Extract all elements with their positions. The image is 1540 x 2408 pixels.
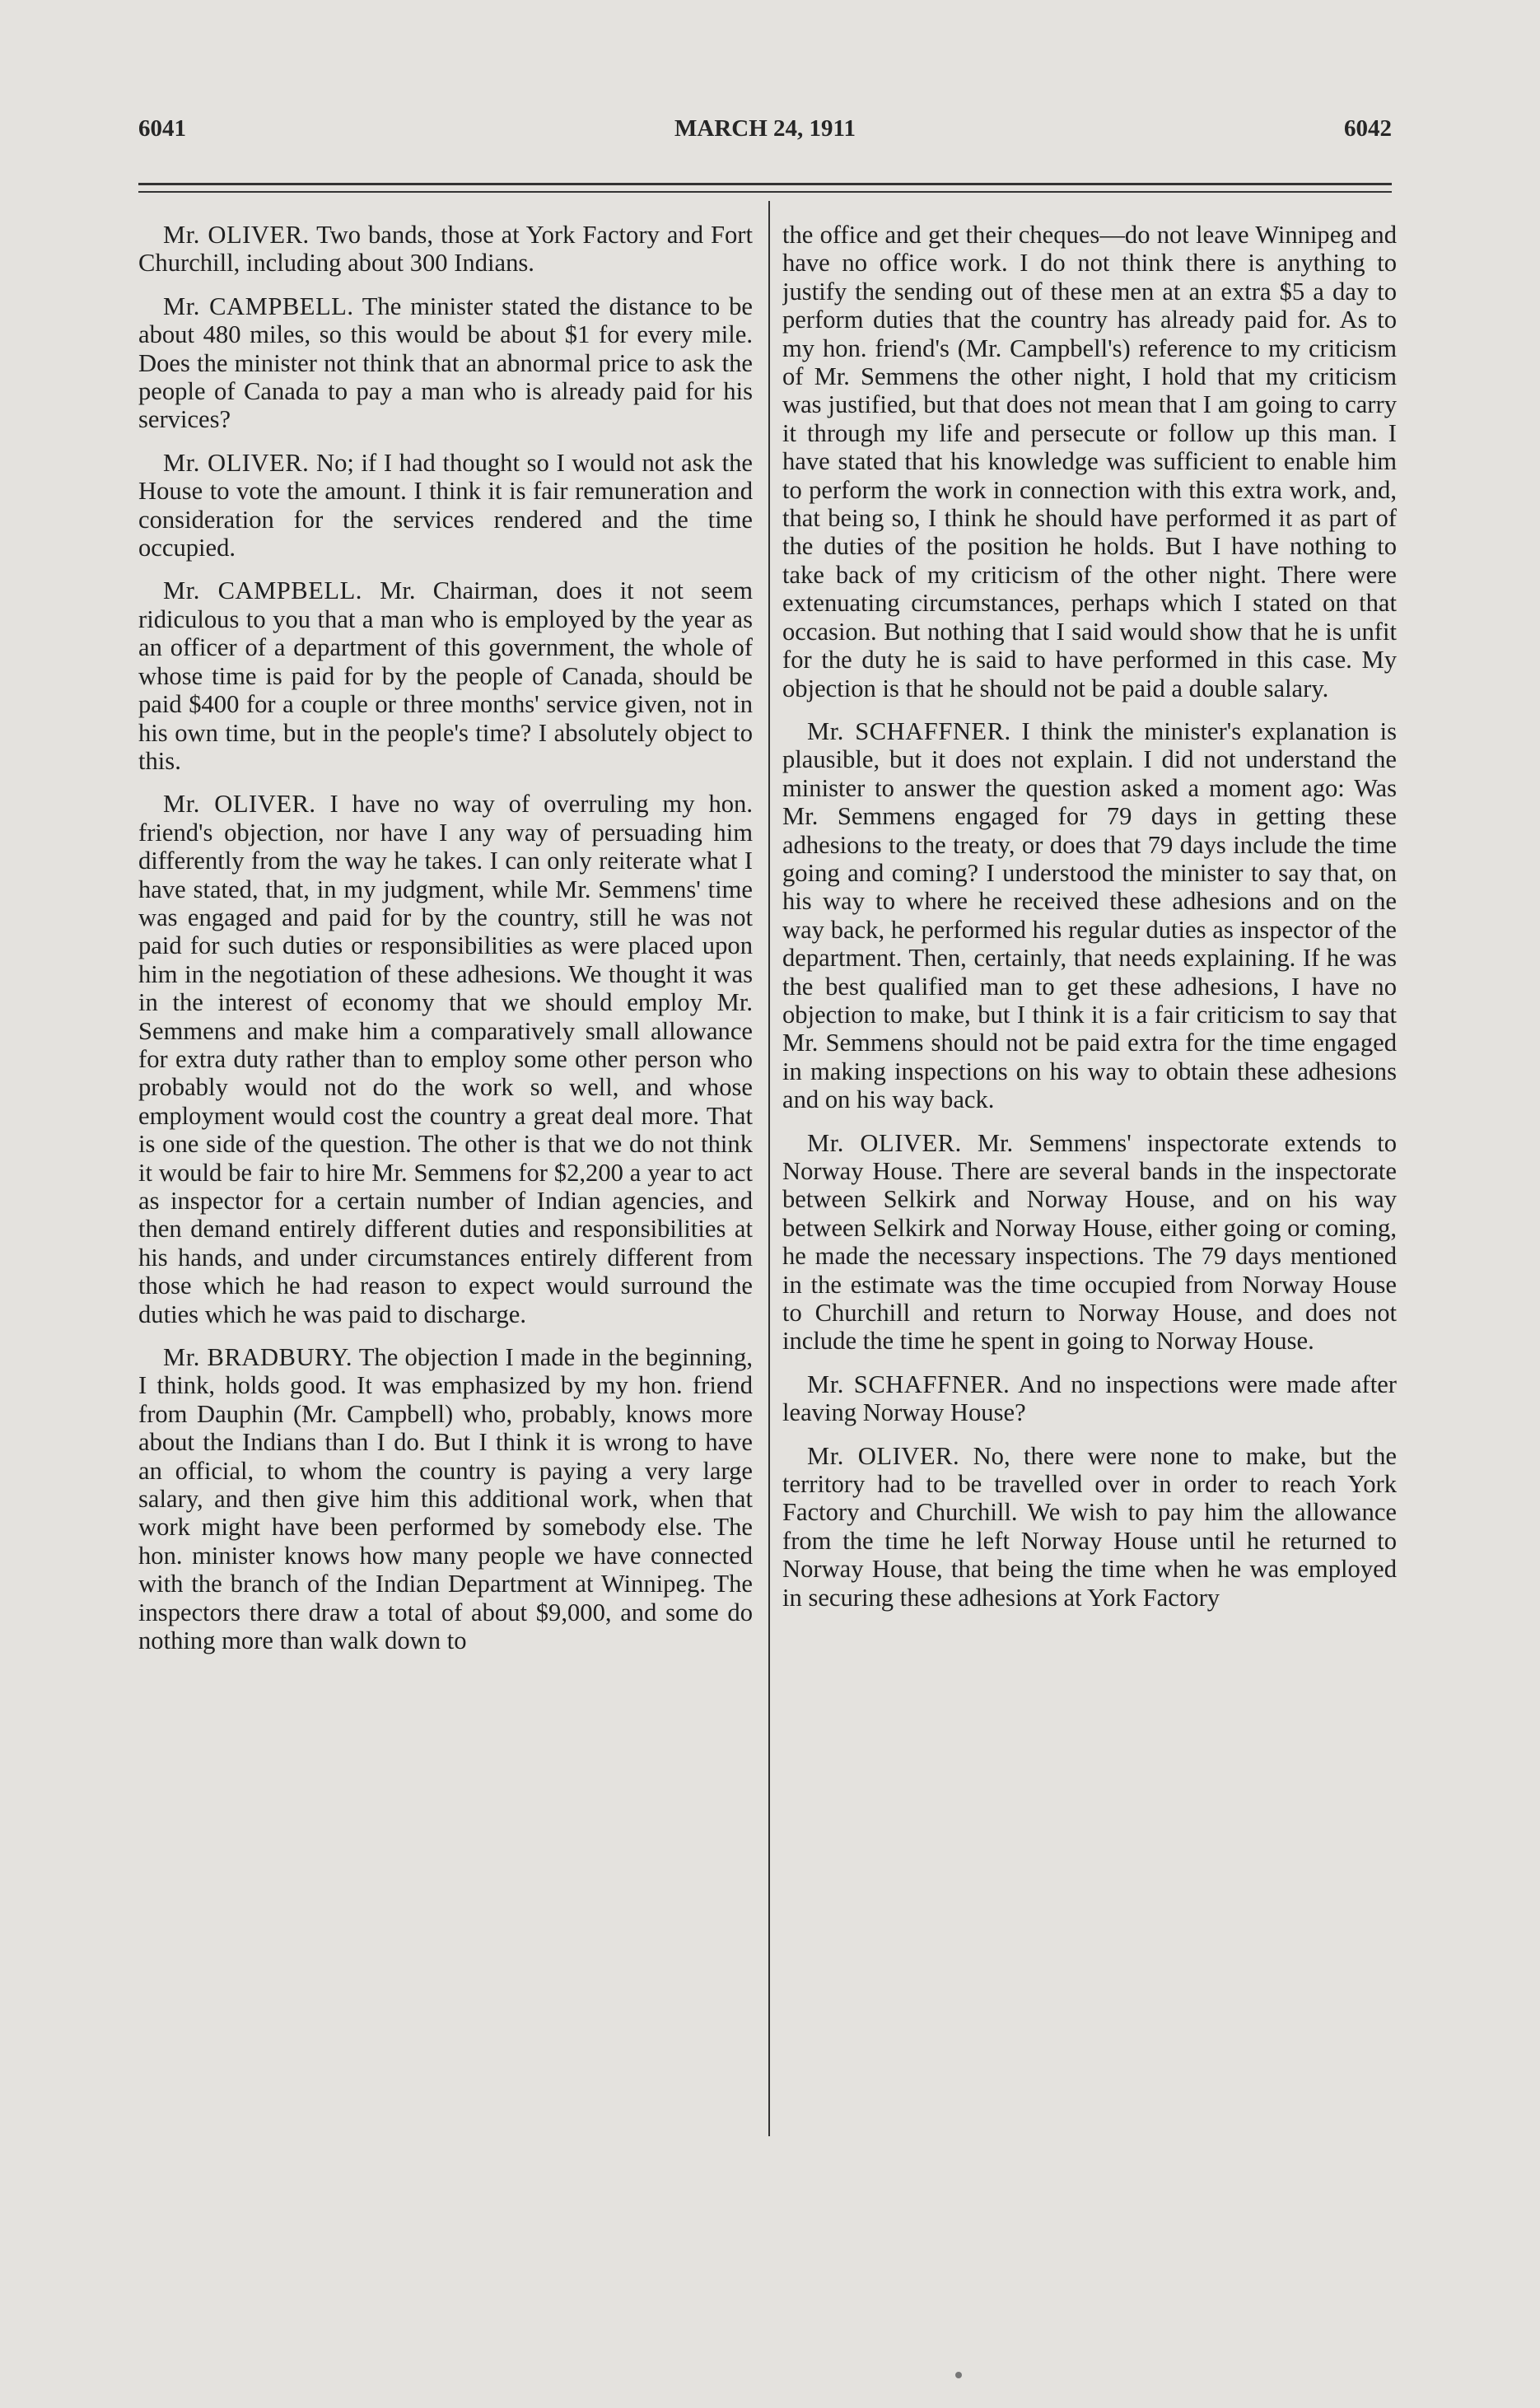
speech-text: Mr. Semmens' inspectorate extends to Norway House. There are several bands in the inspectorate between Selkirk and Norway House, and on his way between Selkirk and Norway House, either going or coming, he made the necessary inspections. The 79 days mentioned in the estimate was the time occupied from Norway House to Churchill and return to Norway House, and does not include the time he spent in going to Norway House. — [782, 1128, 1397, 1356]
page-date: MARCH 24, 1911 — [674, 115, 856, 142]
speech-text: No; if I had thought so I would not ask the House to vote the amount. I think it is fair remuneration and consideration for the services rendered and the time occupied. — [138, 448, 753, 562]
page-number-right: 6042 — [1344, 115, 1392, 142]
speaker-name: Mr. SCHAFFNER. — [807, 716, 1011, 745]
speech-text: I think the minister's explanation is plausible, but it does not explain. I did not understand the minister to answer the question asked a moment ago: Was Mr. Semmens engaged for 79 days in getting these adhesions to the treaty, or does that 79 days include the time going and coming? I understood the minister to say that, on his way to where he received these adhesions and on the way back, he performed his regular duties as inspector of the department. Then, certainly, that needs explaining. If he was the best qualified man to get these adhesions, I have no objection to make, but I think it is a fair criticism to say that Mr. Semmens should not be paid extra for the time engaged in making inspections on his way to obtain these adhesions and on his way back. — [782, 716, 1397, 1114]
speaker-name: Mr. OLIVER. — [163, 448, 310, 477]
speech-paragraph — [782, 1370, 1397, 1427]
speech-text: No, there were none to make, but the territory had to be travelled over in order to reach York Factory and Churchill. We wish to pay him the allowance from the time he left Norway House until he returned to Norway House, that being the time when he was employed in securing these adhesions at York Factory — [782, 1441, 1397, 1612]
speech-paragraph — [138, 1343, 753, 1654]
speech-text: I have no way of overruling my hon. friend's objection, nor have I any way of persuading him differently from the way he takes. I can only reiterate what I have stated, that, in my judgment, while Mr. Semmens' time was engaged and paid for by the country, still he was not paid for such duties or responsibilities as were placed upon him in the negotiation of these adhesions. We thought it was in the interest of economy that we should employ Mr. Semmens and make him a comparatively small allowance for extra duty rather than to employ some other person who probably would not do the work so well, and whose employment would cost the country a great deal more. That is one side of the question. The other is that we do not think it would be fair to hire Mr. Semmens for $2,200 a year to act as inspector for a certain number of Indian agencies, and then demand entirely different duties and responsibilities at his hands, and under circumstances entirely different from those which he had reason to expect would surround the duties which he was paid to discharge. — [138, 790, 753, 1328]
speech-paragraph — [782, 1442, 1397, 1612]
ink-speck — [955, 2372, 962, 2378]
speaker-name: Mr. SCHAFFNER. — [807, 1370, 1010, 1398]
left-column — [138, 221, 753, 2140]
speech-text: And no inspections were made after leaving Norway House? — [782, 1370, 1397, 1427]
speech-paragraph — [782, 1129, 1397, 1356]
right-column — [782, 221, 1397, 2140]
speaker-name: Mr. BRADBURY. — [163, 1343, 353, 1372]
speech-paragraph — [138, 221, 753, 278]
column-divider — [768, 201, 770, 2136]
speaker-name: Mr. OLIVER. — [163, 790, 316, 819]
speech-paragraph — [138, 449, 753, 562]
speech-text: The minister stated the distance to be about 480 miles, so this would be about $1 for every mile. Does the minister not think that an abnormal price to ask the people of Canada to pay a man who is already paid for his services? — [138, 292, 753, 434]
speech-paragraph — [138, 576, 753, 775]
speech-paragraph — [782, 717, 1397, 1114]
speech-text: The objection I made in the beginning, I think, holds good. It was emphasized by my hon. friend from Dauphin (Mr. Campbell) who, probably, knows more about the Indians than I do. But I think it is wrong to have an official, to whom the country is paying a very large salary, and then give him this additional work, when that work might have been performed by somebody else. The hon. minister knows how many people we have connected with the branch of the Indian Department at Winnipeg. The inspectors there draw a total of about $9,000, and some do nothing more than walk down to — [138, 1343, 753, 1655]
speaker-name: Mr. OLIVER. — [807, 1441, 960, 1470]
speaker-name: Mr. CAMPBELL. — [163, 576, 362, 605]
speech-paragraph — [138, 790, 753, 1328]
speech-continuation: the office and get their cheques—do not leave Winnipeg and have no office work. I do not think there is anything to justify the sending out of these men at an extra $5 a day to perform duties that the country has already paid for. As to my hon. friend's (Mr. Campbell's) reference to my criticism of Mr. Semmens the other night, I hold that my criticism was justified, but that does not mean that I am going to carry it through my life and persecute or follow up this man. I have stated that his knowledge was sufficient to enable him to perform the work in connection with this extra work, and, that being so, I think he should have performed it as part of the duties of the position he holds. But I have nothing to take back of my criticism of the other night. There were extenuating circumstances, perhaps which I stated on that occasion. But nothing that I said would show that he is unfit for the duty he is said to have performed in this case. My objection is that he should not be paid a double salary. — [782, 221, 1397, 702]
speech-text: Mr. Chairman, does it not seem ridiculous to you that a man who is employed by the year as an officer of a department of this government, the whole of whose time is paid for by the people of Canada, should be paid $400 for a couple or three months' service given, not in his own time, but in the people's time? I absolutely object to this. — [138, 576, 753, 775]
speaker-name: Mr. OLIVER. — [807, 1128, 962, 1157]
page-header — [138, 115, 1392, 156]
speech-text: Two bands, those at York Factory and Fort Churchill, including about 300 Indians. — [138, 221, 753, 278]
speaker-name: Mr. CAMPBELL. — [163, 292, 354, 320]
page-number-left: 6041 — [138, 115, 186, 142]
header-rule-top — [138, 183, 1392, 185]
speaker-name: Mr. OLIVER. — [163, 221, 310, 249]
header-rule-bottom — [138, 191, 1392, 193]
speech-paragraph — [138, 292, 753, 434]
